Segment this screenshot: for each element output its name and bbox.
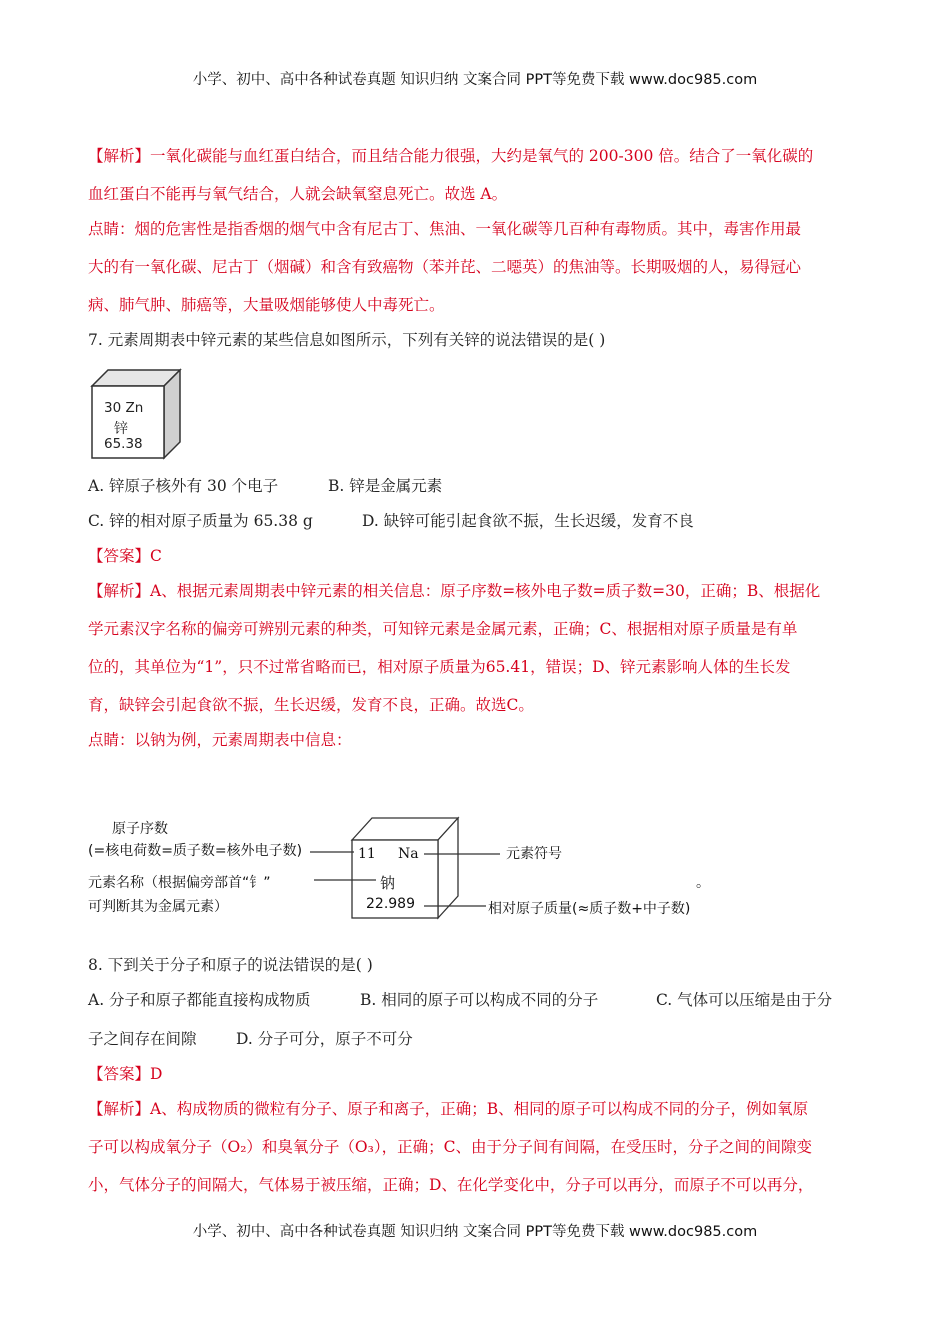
q7-option-b: B. 锌是金属元素 [328,477,443,495]
q8-option-b: B. 相同的原子可以构成不同的分子 [360,991,599,1009]
page-footer: 小学、初中、高中各种试卷真题 知识归纳 文案合同 PPT等免费下载 www.doc985.com [192,1224,758,1240]
page-header: 小学、初中、高中各种试卷真题 知识归纳 文案合同 PPT等免费下载 www.doc985.com [192,72,758,88]
q7-analysis-line: 【解析】A、根据元素周期表中锌元素的相关信息：原子序数=核外电子数=质子数=30，正确；B、根据化 [88,582,821,600]
label-element-name-line1: 元素名称（根据偏旁部首“钅” [88,875,271,891]
q7-comment-text: 点睛：以钠为例，元素周期表中信息： [88,731,352,749]
q7-option-a: A. 锌原子核外有 30 个电子 [88,477,279,495]
q8-analysis [88,1090,863,1204]
q6-comment [88,210,863,324]
cell-mass: 22.989 [366,896,415,912]
label-element-symbol: 元素符号 [506,846,562,862]
q8-option-c-part1: C. 气体可以压缩是由于分 [656,991,833,1009]
zinc-number-symbol: 30 Zn [104,400,144,416]
cell-name: 钠 [380,874,396,892]
q7-option-c: C. 锌的相对原子质量为 65.38 g [88,512,313,530]
q6-analysis-line: 【解析】一氧化碳能与血红蛋白结合，而且结合能力很强，大约是氧气的 200-300 倍。结合了一氧化碳的 [88,147,814,165]
label-element-name-line2: 可判断其为金属元素） [88,899,228,915]
q7-answer [88,537,863,575]
q8-analysis-line: 小，气体分子的间隔大，气体易于被压缩，正确；D、在化学变化中，分子可以再分，而原子不可以再分， [88,1176,814,1194]
trailing-mark: 。 [696,875,710,891]
q8-stem-text: 8. 下到关于分子和原子的说法错误的是( ) [88,956,373,974]
q8-stem [88,946,863,984]
zinc-element-figure [88,368,188,464]
cell-symbol: Na [398,846,419,862]
label-atomic-number-desc: (=核电荷数=质子数=核外电子数) [88,843,303,859]
q7-answer-text: 【答案】C [88,547,162,565]
q8-analysis-line: 子可以构成氧分子（O₂）和臭氧分子（O₃），正确；C、由于分子间有间隔，在受压时，分子之间的间隙变 [88,1138,812,1156]
q7-analysis-line: 学元素汉字名称的偏旁可辨别元素的种类，可知锌元素是金属元素，正确；C、根据相对原子质量是有单 [88,620,798,638]
q8-option-d: D. 分子可分，原子不可分 [236,1030,413,1048]
label-atomic-number-title: 原子序数 [112,821,168,837]
q7-analysis [88,572,863,724]
q8-answer [88,1055,863,1093]
q7-option-d: D. 缺锌可能引起食欲不振，生长迟缓，发育不良 [362,512,694,530]
q7-analysis-line: 育，缺锌会引起食欲不振，生长迟缓，发育不良，正确。故选C。 [88,696,534,714]
zinc-mass: 65.38 [104,436,143,452]
zinc-name: 锌 [114,421,128,437]
q7-stem-text: 7. 元素周期表中锌元素的某些信息如图所示，下列有关锌的说法错误的是( ) [88,331,606,349]
q8-option-c-part2: 子之间存在间隙 [88,1030,197,1048]
q8-analysis-line: 【解析】A、构成物质的微粒有分子、原子和离子，正确；B、相同的原子可以构成不同的分子，例如氧原 [88,1100,809,1118]
q6-analysis-line: 血红蛋白不能再与氧气结合，人就会缺氧窒息死亡。故选 A。 [88,185,508,203]
q6-analysis [88,137,863,213]
q6-comment-line: 大的有一氧化碳、尼古丁（烟碱）和含有致癌物（苯并芘、二噁英）的焦油等。长期吸烟的人，易得冠心 [88,258,802,276]
q7-analysis-line: 位的，其单位为“1”，只不过常省略而已，相对原子质量为65.41，错误；D、锌元素影响人体的生长发 [88,658,791,676]
q6-comment-line: 点睛：烟的危害性是指香烟的烟气中含有尼古丁、焦油、一氧化碳等几百种有毒物质。其中，毒害作用最 [88,220,802,238]
q7-stem [88,321,863,359]
q8-answer-text: 【答案】D [88,1065,163,1083]
q6-comment-line: 病、肺气肿、肺癌等，大量吸烟能够使人中毒死亡。 [88,296,445,314]
q8-option-a: A. 分子和原子都能直接构成物质 [88,991,311,1009]
cell-atomic-number: 11 [358,846,376,862]
sodium-element-diagram [88,810,788,930]
label-atomic-mass: 相对原子质量(≈质子数+中子数) [488,901,691,917]
q7-comment [88,721,863,759]
